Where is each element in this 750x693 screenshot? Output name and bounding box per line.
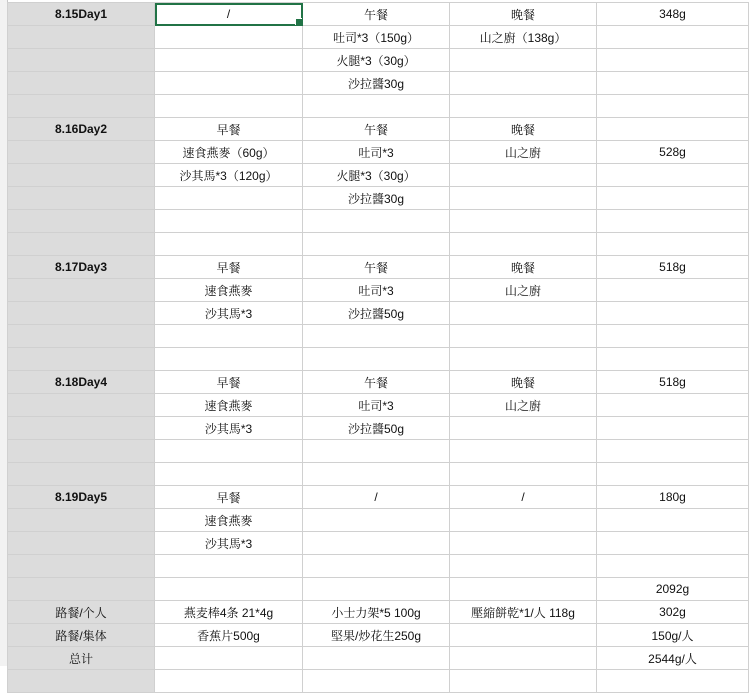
cell-col-b[interactable]: 速食燕麥（60g） [155, 141, 303, 164]
cell-col-d[interactable] [450, 325, 597, 348]
sheet-row [8, 578, 749, 601]
cell-col-b[interactable] [155, 49, 303, 72]
cell-col-b[interactable] [155, 647, 303, 670]
cell-col-b[interactable]: 早餐 [155, 371, 303, 394]
cell-col-e[interactable] [597, 26, 749, 49]
cell-col-d[interactable]: 晚餐 [450, 371, 597, 394]
cell-col-e[interactable] [597, 440, 749, 463]
cell-col-e[interactable] [597, 417, 749, 440]
sheet-row [8, 118, 749, 141]
cell-col-d[interactable] [450, 302, 597, 325]
cell-col-d[interactable]: 山之廚（138g） [450, 26, 597, 49]
row-label-cell[interactable] [8, 509, 155, 532]
sheet-row [8, 532, 749, 555]
cell-col-e[interactable]: 2092g [597, 578, 749, 601]
cell-col-d[interactable] [450, 417, 597, 440]
sheet-row [8, 164, 749, 187]
sheet-row [8, 256, 749, 279]
cell-col-b[interactable] [155, 440, 303, 463]
cell-col-b[interactable] [155, 233, 303, 256]
cell-col-c[interactable]: 吐司*3（150g） [303, 26, 450, 49]
row-label-cell[interactable] [8, 187, 155, 210]
cell-col-c[interactable] [303, 532, 450, 555]
cell-col-d[interactable] [450, 555, 597, 578]
cell-col-d[interactable]: 壓縮餅乾*1/人 118g [450, 601, 597, 624]
cell-col-b[interactable] [155, 210, 303, 233]
row-label-cell[interactable] [8, 348, 155, 371]
sheet-row [8, 555, 749, 578]
cell-col-c[interactable] [303, 647, 450, 670]
sheet-row [8, 417, 749, 440]
cell-col-b[interactable] [155, 187, 303, 210]
cell-col-b[interactable]: 速食燕麥 [155, 509, 303, 532]
sheet-row [8, 210, 749, 233]
cell-col-b[interactable]: 沙其馬*3 [155, 417, 303, 440]
cell-col-d[interactable]: 山之廚 [450, 141, 597, 164]
row-label-cell[interactable] [8, 670, 155, 693]
row-label-cell[interactable]: 8.16Day2 [8, 118, 155, 141]
cell-col-b[interactable]: 早餐 [155, 486, 303, 509]
cell-col-b[interactable]: 沙其馬*3 [155, 532, 303, 555]
cell-col-c[interactable]: 吐司*3 [303, 394, 450, 417]
row-label-cell[interactable] [8, 233, 155, 256]
cell-col-b[interactable]: 早餐 [155, 256, 303, 279]
row-label-cell[interactable] [8, 394, 155, 417]
sheet-row [8, 601, 749, 624]
cell-col-d[interactable]: 晚餐 [450, 118, 597, 141]
cell-col-d[interactable] [450, 49, 597, 72]
cell-col-d[interactable] [450, 72, 597, 95]
cell-col-e[interactable] [597, 302, 749, 325]
cell-col-d[interactable] [450, 348, 597, 371]
row-label-cell[interactable]: 总计 [8, 647, 155, 670]
cell-col-b[interactable] [155, 348, 303, 371]
row-label-cell[interactable]: 8.19Day5 [8, 486, 155, 509]
cell-col-c[interactable]: 沙拉醬50g [303, 417, 450, 440]
cell-col-c[interactable] [303, 509, 450, 532]
cell-col-b[interactable]: 速食燕麥 [155, 279, 303, 302]
row-label-cell[interactable] [8, 555, 155, 578]
cell-col-b[interactable]: 速食燕麥 [155, 394, 303, 417]
sheet-row [8, 302, 749, 325]
cell-col-b[interactable]: 早餐 [155, 118, 303, 141]
cell-col-c[interactable]: 沙拉醬30g [303, 187, 450, 210]
row-label-cell[interactable] [8, 279, 155, 302]
row-label-cell[interactable] [8, 164, 155, 187]
cell-col-b[interactable]: 香蕉片500g [155, 624, 303, 647]
cell-col-d[interactable] [450, 647, 597, 670]
sheet-row [8, 49, 749, 72]
cell-col-d[interactable] [450, 95, 597, 118]
cell-col-b[interactable] [155, 555, 303, 578]
cell-col-c[interactable] [303, 555, 450, 578]
row-label-cell[interactable] [8, 210, 155, 233]
row-label-cell[interactable] [8, 440, 155, 463]
cell-col-d[interactable]: 山之廚 [450, 394, 597, 417]
cell-col-d[interactable] [450, 509, 597, 532]
sheet-row [8, 95, 749, 118]
row-label-cell[interactable]: 路餐/集体 [8, 624, 155, 647]
cell-col-b[interactable] [155, 578, 303, 601]
sheet-row [8, 325, 749, 348]
cell-col-b[interactable]: 燕麦棒4条 21*4g [155, 601, 303, 624]
cell-col-c[interactable] [303, 440, 450, 463]
cell-col-e[interactable]: 150g/人 [597, 624, 749, 647]
fill-handle[interactable] [295, 18, 303, 26]
cell-col-d[interactable] [450, 463, 597, 486]
sheet-row [8, 141, 749, 164]
cell-col-e[interactable] [597, 463, 749, 486]
row-label-cell[interactable] [8, 417, 155, 440]
cell-col-e[interactable]: 2544g/人 [597, 647, 749, 670]
cell-col-d[interactable] [450, 164, 597, 187]
cell-col-b[interactable] [155, 463, 303, 486]
row-label-cell[interactable] [8, 26, 155, 49]
cell-col-e[interactable] [597, 509, 749, 532]
cell-col-e[interactable] [597, 670, 749, 693]
cell-col-d[interactable] [450, 233, 597, 256]
spreadsheet-grid [7, 2, 749, 693]
row-label-cell[interactable] [8, 141, 155, 164]
sheet-row [8, 670, 749, 693]
cell-col-d[interactable]: / [450, 486, 597, 509]
sheet-row [8, 72, 749, 95]
row-label-cell[interactable] [8, 463, 155, 486]
selected-cell[interactable]: / [155, 3, 303, 26]
cell-col-d[interactable] [450, 210, 597, 233]
row-label-cell[interactable]: 路餐/个人 [8, 601, 155, 624]
sheet-row [8, 624, 749, 647]
cell-col-e[interactable] [597, 72, 749, 95]
cell-col-c[interactable] [303, 670, 450, 693]
sheet-row [8, 486, 749, 509]
row-label-cell[interactable] [8, 302, 155, 325]
row-label-cell[interactable]: 8.17Day3 [8, 256, 155, 279]
sheet-row [8, 647, 749, 670]
cell-col-c[interactable]: 午餐 [303, 256, 450, 279]
cell-col-c[interactable] [303, 210, 450, 233]
cell-col-e[interactable] [597, 210, 749, 233]
row-label-cell[interactable] [8, 532, 155, 555]
cell-col-c[interactable] [303, 463, 450, 486]
cell-col-b[interactable] [155, 325, 303, 348]
row-label-cell[interactable] [8, 95, 155, 118]
sheet-row [8, 348, 749, 371]
sheet-row [8, 26, 749, 49]
cell-col-c[interactable]: / [303, 486, 450, 509]
cell-col-e[interactable] [597, 279, 749, 302]
sheet-row [8, 279, 749, 302]
cell-col-c[interactable] [303, 325, 450, 348]
sheet-row [8, 509, 749, 532]
sheet-row [8, 371, 749, 394]
cell-col-c[interactable]: 火腿*3（30g） [303, 49, 450, 72]
cell-col-e[interactable]: 180g [597, 486, 749, 509]
cell-col-d[interactable]: 晚餐 [450, 3, 597, 26]
cell-col-c[interactable]: 午餐 [303, 3, 450, 26]
sheet-row [8, 187, 749, 210]
cell-col-e[interactable] [597, 233, 749, 256]
cell-col-c[interactable] [303, 578, 450, 601]
cell-col-e[interactable] [597, 348, 749, 371]
cell-col-c[interactable]: 小士力架*5 100g [303, 601, 450, 624]
cell-col-c[interactable]: 沙拉醬50g [303, 302, 450, 325]
cell-col-c[interactable] [303, 348, 450, 371]
row-label-cell[interactable] [8, 49, 155, 72]
cell-col-c[interactable]: 午餐 [303, 118, 450, 141]
cell-col-b[interactable] [155, 72, 303, 95]
cell-col-c[interactable]: 吐司*3 [303, 279, 450, 302]
cell-col-d[interactable] [450, 624, 597, 647]
cell-col-b[interactable]: 沙其馬*3（120g） [155, 164, 303, 187]
cell-col-c[interactable]: 午餐 [303, 371, 450, 394]
cell-col-e[interactable] [597, 118, 749, 141]
cell-col-e[interactable] [597, 325, 749, 348]
cell-col-c[interactable]: 沙拉醬30g [303, 72, 450, 95]
cell-col-d[interactable]: 晚餐 [450, 256, 597, 279]
cell-col-e[interactable]: 348g [597, 3, 749, 26]
cell-col-e[interactable] [597, 164, 749, 187]
cell-col-c[interactable]: 吐司*3 [303, 141, 450, 164]
sheet-row [8, 440, 749, 463]
row-label-cell[interactable] [8, 578, 155, 601]
cell-col-b[interactable] [155, 26, 303, 49]
cell-col-e[interactable]: 528g [597, 141, 749, 164]
cell-col-d[interactable]: 山之廚 [450, 279, 597, 302]
cell-col-c[interactable] [303, 233, 450, 256]
cell-col-e[interactable]: 518g [597, 371, 749, 394]
spreadsheet-body [8, 3, 749, 693]
cell-col-e[interactable] [597, 394, 749, 417]
cell-col-d[interactable] [450, 578, 597, 601]
cell-col-b[interactable]: 沙其馬*3 [155, 302, 303, 325]
cell-col-e[interactable]: 518g [597, 256, 749, 279]
sheet-row [8, 394, 749, 417]
sheet-row [8, 3, 749, 26]
cell-col-d[interactable] [450, 440, 597, 463]
row-label-cell[interactable] [8, 72, 155, 95]
cell-col-b[interactable] [155, 95, 303, 118]
cell-col-e[interactable] [597, 49, 749, 72]
row-label-cell[interactable]: 8.18Day4 [8, 371, 155, 394]
cell-col-c[interactable]: 火腿*3（30g） [303, 164, 450, 187]
sheet-row [8, 463, 749, 486]
cell-col-c[interactable] [303, 95, 450, 118]
cell-col-c[interactable]: 堅果/炒花生250g [303, 624, 450, 647]
cell-col-d[interactable] [450, 670, 597, 693]
row-label-cell[interactable]: 8.15Day1 [8, 3, 155, 26]
cell-col-e[interactable] [597, 555, 749, 578]
cell-col-e[interactable] [597, 187, 749, 210]
sheet-row [8, 233, 749, 256]
cell-col-e[interactable]: 302g [597, 601, 749, 624]
cell-col-e[interactable] [597, 532, 749, 555]
cell-col-d[interactable] [450, 187, 597, 210]
cell-col-b[interactable] [155, 670, 303, 693]
cell-col-d[interactable] [450, 532, 597, 555]
cell-col-e[interactable] [597, 95, 749, 118]
row-label-cell[interactable] [8, 325, 155, 348]
